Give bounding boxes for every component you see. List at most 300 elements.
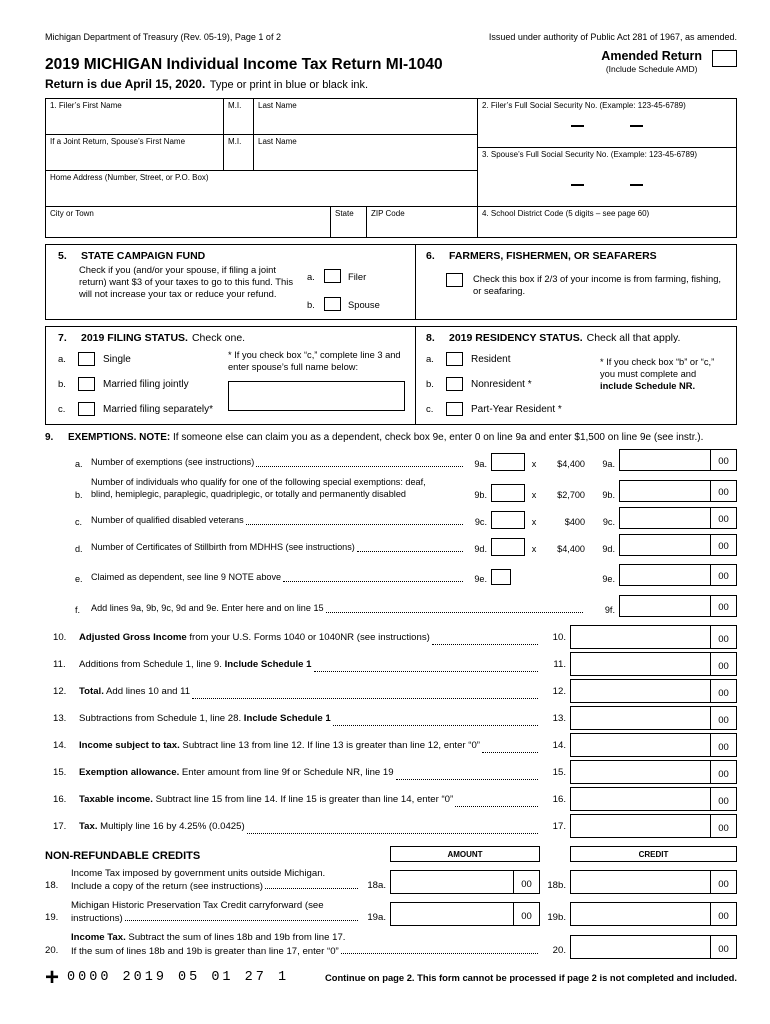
farmers-text: Check this box if 2/3 of your income is from farming, fishing, or seafaring. — [473, 273, 722, 297]
cents-preprinted: 00 — [710, 596, 736, 616]
spouse-last-name-label: Last Name — [258, 137, 297, 146]
filer-mi-label: M.I. — [228, 101, 242, 110]
line-number: 10. — [53, 631, 67, 643]
line-ref: 15. — [552, 766, 566, 778]
filing-single-checkbox[interactable] — [78, 352, 95, 366]
label-line2-row — [71, 912, 360, 925]
exemption-value: $2,700 — [557, 489, 585, 500]
option-letter: b. — [58, 378, 66, 390]
dotted-leader — [326, 612, 583, 613]
amount-input[interactable] — [571, 788, 710, 810]
due-date-text: Return is due April 15, 2020. — [45, 77, 206, 91]
line-number: 13. — [53, 712, 67, 724]
exemption-9a-count-box[interactable] — [491, 453, 525, 471]
section-8-header — [426, 332, 728, 344]
filer-ssn-label: 2. Filer’s Full Social Security No. (Example: 123-45-6789) — [482, 101, 686, 110]
option-letter: c. — [58, 403, 66, 415]
line-label: Adjusted Gross Income from your U.S. Forms 1040 or 1040NR (see instructions) — [79, 631, 430, 643]
amount-input[interactable] — [620, 596, 710, 616]
spouse-mi-label: M.I. — [228, 137, 242, 146]
taxpayer-identity-table — [45, 98, 737, 238]
cents-preprinted: 00 — [710, 788, 736, 810]
line-ref: 13. — [552, 712, 566, 724]
amount-input[interactable] — [571, 653, 710, 675]
exemption-value: $400 — [564, 516, 585, 527]
line-ref: 17. — [552, 820, 566, 832]
section-7-title: 2019 FILING STATUS. — [81, 332, 188, 344]
row-ref: 9a. — [474, 459, 487, 469]
row-letter: b. — [75, 489, 83, 500]
filing-status-section — [46, 327, 416, 424]
row-label-line2: blind, hemiplegic, paraplegic, quadriplegic, or totally and permanently disabled — [91, 489, 406, 500]
dotted-leader — [247, 833, 538, 834]
filer-name-row — [46, 99, 477, 135]
amount-input[interactable] — [571, 761, 710, 783]
cents-preprinted: 00 — [710, 535, 736, 555]
exemption-value: $4,400 — [557, 543, 585, 554]
line-label — [71, 899, 360, 925]
state-label: State — [335, 209, 354, 218]
row-label: Number of qualified disabled veterans — [91, 514, 244, 525]
section-7-header — [58, 332, 405, 344]
line-label: Total. Add lines 10 and 11 — [79, 685, 191, 697]
line-label: Exemption allowance. Enter amount from line 9f or Schedule NR, line 19 — [79, 766, 394, 778]
line-19b-credit-box[interactable] — [570, 902, 737, 926]
spouse-last-name-field[interactable] — [254, 135, 477, 171]
line-number: 12. — [53, 685, 67, 697]
campaign-fund-text: Check if you (and/or your spouse, if filing a joint return) want $3 of your taxes to go to this fund. This will not increase your tax or reduce your refund. — [79, 264, 294, 300]
section-7-body — [58, 344, 405, 416]
line-18-row — [45, 867, 737, 894]
school-district-label: 4. School District Code (5 digits – see page 60) — [482, 209, 650, 218]
line-10-row — [53, 625, 737, 649]
campaign-filer-label: Filer — [348, 270, 367, 282]
multiplier: x — [531, 459, 537, 469]
line-ref: 12. — [552, 685, 566, 697]
residency-note-bold: include Schedule NR. — [600, 381, 696, 392]
option-letter: a. — [307, 270, 315, 282]
spouse-mi-field[interactable] — [224, 135, 254, 171]
exemptions-header-text — [68, 432, 703, 443]
filing-status-options — [58, 352, 228, 416]
line-ref: 18a. — [367, 880, 386, 891]
line-ref: 20. — [552, 944, 566, 956]
status-box — [45, 326, 737, 425]
dotted-leader — [341, 953, 538, 954]
line-20-row — [45, 931, 737, 958]
amount-input[interactable] — [571, 903, 710, 925]
filer-first-name-label: 1. Filer’s First Name — [50, 101, 122, 110]
cents-preprinted: 00 — [710, 936, 736, 958]
line-10-amount-box[interactable] — [570, 625, 737, 649]
option-letter: b. — [426, 378, 434, 390]
line-19a-amount-box[interactable] — [390, 902, 540, 926]
exemption-9c-count-box[interactable] — [491, 511, 525, 529]
amount-input[interactable] — [571, 626, 710, 648]
amount-input[interactable] — [620, 535, 710, 555]
zip-label: ZIP Code — [371, 209, 405, 218]
line-label: Income subject to tax. Subtract line 13 from line 12. If line 13 is greater than line 12, enter “0” — [79, 739, 481, 751]
filer-last-name-field[interactable] — [254, 99, 477, 135]
cents-preprinted: 00 — [710, 815, 736, 837]
line-20-amount-box[interactable] — [570, 935, 737, 959]
state-campaign-fund-section — [46, 245, 416, 319]
department-line: Michigan Department of Treasury (Rev. 05-19), Page 1 of 2 — [45, 32, 281, 42]
section-6-number: 6. — [426, 250, 435, 262]
residency-option-resident — [426, 352, 600, 366]
multiplier: x — [531, 543, 537, 554]
cents-preprinted: 00 — [710, 450, 736, 470]
campaign-spouse-label: Spouse — [348, 298, 380, 310]
section-6-title: FARMERS, FISHERMEN, OR SEAFARERS — [449, 250, 657, 262]
exemption-row-9c — [75, 507, 737, 529]
line-ref: 18b. — [547, 880, 566, 891]
row-label: Claimed as dependent, see line 9 NOTE above — [91, 571, 282, 582]
dotted-leader — [125, 920, 358, 921]
option-letter: c. — [426, 403, 434, 415]
multiplier: x — [531, 489, 537, 500]
school-district-field[interactable] — [478, 207, 736, 237]
exemptions-header — [45, 432, 737, 443]
identity-left-columns — [46, 99, 477, 237]
cents-preprinted: 00 — [710, 481, 736, 501]
line-18a-amount-box[interactable] — [390, 870, 540, 894]
print-instruction-text: Type or print in blue or black ink. — [209, 79, 369, 91]
cents-preprinted: 00 — [710, 761, 736, 783]
cents-preprinted: 00 — [710, 871, 736, 893]
line-13-amount-box[interactable] — [570, 706, 737, 730]
line-number: 16. — [53, 793, 67, 805]
row-label: Number of exemptions (see instructions) — [91, 457, 255, 468]
amount-input[interactable] — [571, 680, 710, 702]
spouse-first-name-field[interactable] — [46, 135, 224, 171]
row-ref2: 9d. — [602, 543, 615, 554]
amount-input[interactable] — [571, 707, 710, 729]
row-ref2: 9b. — [602, 489, 615, 500]
label-line1: Income Tax imposed by government units outside Michigan. — [71, 867, 326, 879]
cents-preprinted: 00 — [710, 734, 736, 756]
row-ref2: 9a. — [602, 459, 615, 469]
filing-status-note-area — [228, 344, 405, 416]
section-8-title: 2019 RESIDENCY STATUS. — [449, 332, 583, 344]
exemption-9a-amount-box[interactable] — [619, 449, 737, 471]
exemption-row-9b — [75, 476, 737, 502]
section-8-body — [426, 344, 728, 416]
due-row — [45, 75, 737, 93]
amount-input[interactable] — [571, 734, 710, 756]
option-letter: a. — [58, 353, 66, 365]
dotted-leader — [482, 752, 538, 753]
row-ref: 9c. — [474, 516, 487, 527]
line-ref: 14. — [552, 739, 566, 751]
row-ref: 9d. — [474, 543, 487, 554]
exemption-row-9a — [75, 449, 737, 471]
exemption-row-9e — [75, 564, 737, 586]
amount-input[interactable] — [391, 903, 513, 925]
spouse-name-row — [46, 135, 477, 171]
line-ref: 11. — [553, 658, 566, 670]
dotted-leader — [333, 725, 538, 726]
ssn-dash — [571, 184, 584, 186]
amount-input[interactable] — [620, 508, 710, 528]
row-ref2: 9f. — [604, 604, 615, 615]
section-6-header — [426, 250, 728, 262]
line-16-row — [53, 787, 737, 811]
identity-right-column — [477, 99, 736, 237]
cents-preprinted: 00 — [710, 707, 736, 729]
line-label: Subtractions from Schedule 1, line 28. Include Schedule 1 — [79, 712, 331, 724]
line-ref: 10. — [552, 631, 566, 643]
filing-married-joint-checkbox[interactable] — [78, 377, 95, 391]
credits-title: NON-REFUNDABLE CREDITS — [45, 849, 201, 862]
section-5-number: 5. — [58, 250, 67, 262]
cents-preprinted: 00 — [710, 508, 736, 528]
amended-return-label: Amended Return — [601, 49, 702, 63]
cents-preprinted: 00 — [710, 565, 736, 585]
form-footer — [45, 963, 737, 991]
form-title: 2019 MICHIGAN Individual Income Tax Return MI-1040 — [45, 56, 443, 73]
line-number: 15. — [53, 766, 67, 778]
cents-preprinted: 00 — [513, 903, 539, 925]
line-ref: 19b. — [547, 912, 566, 924]
residency-nonresident-label: Nonresident * — [471, 378, 532, 390]
line-14-amount-box[interactable] — [570, 733, 737, 757]
filing-married-separate-checkbox[interactable] — [78, 402, 95, 416]
residency-resident-checkbox[interactable] — [446, 352, 463, 366]
row-label-line1: Number of individuals who qualify for one of the following special exemptions: deaf, — [91, 477, 426, 487]
exemption-9e-amount-box[interactable] — [619, 564, 737, 586]
row-ref: 9e. — [474, 573, 487, 584]
home-address-label: Home Address (Number, Street, or P.O. Box) — [50, 173, 209, 182]
residency-options — [426, 352, 600, 416]
ssn-dash — [630, 184, 643, 186]
filer-ssn-field[interactable] — [478, 99, 736, 148]
authority-line: Issued under authority of Public Act 281 of 1967, as amended. — [488, 32, 737, 42]
line-12-amount-box[interactable] — [570, 679, 737, 703]
section-5-header — [58, 250, 405, 262]
line-19-row — [45, 899, 737, 926]
exemption-9d-amount-box[interactable] — [619, 534, 737, 556]
line-number: 17. — [53, 820, 67, 832]
filing-option-married-joint — [58, 377, 228, 391]
cents-preprinted: 00 — [710, 626, 736, 648]
section-7-number: 7. — [58, 332, 67, 344]
amended-return-sublabel: (Include Schedule AMD) — [605, 64, 698, 74]
zip-field[interactable] — [367, 207, 477, 237]
title-row — [45, 49, 737, 74]
scanline-code: 0000 2019 05 01 27 1 — [67, 970, 290, 986]
cents-preprinted: 00 — [710, 680, 736, 702]
label-line2-row — [71, 945, 540, 958]
campaign-filer-option — [307, 269, 380, 283]
line-label: Additions from Schedule 1, line 9. Include Schedule 1 — [79, 658, 312, 670]
residency-part-year-checkbox[interactable] — [446, 402, 463, 416]
amount-input[interactable] — [620, 565, 710, 585]
exemptions-rows — [75, 449, 737, 617]
line-12-row — [53, 679, 737, 703]
filer-first-name-field[interactable] — [46, 99, 224, 135]
state-field[interactable] — [331, 207, 367, 237]
filing-status-note: * If you check box “c,” complete line 3 and enter spouse’s full name below: — [228, 350, 401, 373]
section-8-number: 8. — [426, 332, 435, 344]
section-8-subtitle: Check all that apply. — [586, 332, 681, 344]
amount-input[interactable] — [571, 936, 710, 958]
label-line1: Michigan Historic Preservation Tax Credit carryforward (see — [71, 900, 324, 911]
amended-return-checkbox[interactable] — [712, 50, 737, 67]
line-ref: 19a. — [367, 912, 386, 924]
filing-option-single — [58, 352, 228, 366]
dotted-leader — [256, 466, 463, 467]
line-15-row — [53, 760, 737, 784]
line-number: 18. — [45, 880, 59, 891]
row-ref2: 9c. — [602, 516, 615, 527]
row-label — [91, 476, 465, 501]
amount-input[interactable] — [391, 871, 513, 893]
continue-notice: Continue on page 2. This form cannot be processed if page 2 is not completed and included. — [324, 972, 737, 984]
home-address-field[interactable] — [46, 171, 477, 207]
line-label — [71, 931, 540, 957]
exemptions-title: EXEMPTIONS. NOTE: — [68, 432, 171, 443]
section-6-body — [446, 273, 726, 298]
ssn-dash-group — [482, 125, 732, 127]
dotted-leader — [357, 551, 463, 552]
label-line1: Income Tax. Subtract the sum of lines 18b and 19b from line 17. — [71, 932, 346, 944]
filer-mi-field[interactable] — [224, 99, 254, 135]
amount-input[interactable] — [620, 481, 710, 501]
line-14-row — [53, 733, 737, 757]
line-11-row — [53, 652, 737, 676]
dotted-leader — [283, 581, 463, 582]
label-line2: If the sum of lines 18b and 19b is greater than line 17, enter “0” — [71, 945, 339, 957]
cents-preprinted: 00 — [513, 871, 539, 893]
exemption-row-9d — [75, 534, 737, 556]
dotted-leader — [314, 671, 539, 672]
filer-last-name-label: Last Name — [258, 101, 297, 110]
dotted-leader — [396, 779, 538, 780]
residency-note — [600, 344, 728, 416]
line-label — [71, 867, 360, 893]
exemption-9f-amount-box[interactable] — [619, 595, 737, 617]
option-letter: b. — [307, 298, 315, 310]
amount-input[interactable] — [571, 871, 710, 893]
row-label: Add lines 9a, 9b, 9c, 9d and 9e. Enter here and on line 15 — [91, 602, 324, 613]
row-ref: 9b. — [474, 489, 487, 500]
dotted-leader — [432, 644, 538, 645]
amended-return-labels — [601, 49, 702, 74]
exemption-9c-amount-box[interactable] — [619, 507, 737, 529]
residency-part-year-label: Part-Year Resident * — [471, 403, 562, 415]
dotted-leader — [246, 524, 463, 525]
section-5-title: STATE CAMPAIGN FUND — [81, 250, 206, 262]
campaign-fund-options — [307, 269, 380, 311]
line-13-row — [53, 706, 737, 730]
row-ref2: 9e. — [602, 573, 615, 584]
line-label: Taxable income. Subtract line 15 from line 14. If line 15 is greater than line 14, enter “0” — [79, 793, 454, 805]
dotted-leader — [192, 698, 538, 699]
row-letter: a. — [75, 459, 83, 469]
residency-status-section — [416, 327, 736, 424]
filing-single-label: Single — [103, 353, 131, 365]
exemption-row-9f — [75, 595, 737, 617]
amount-input[interactable] — [620, 450, 710, 470]
line-17-amount-box[interactable] — [570, 814, 737, 838]
exemptions-note: If someone else can claim you as a dependent, check box 9e, enter 0 on line 9a and enter $1,500 on line 9e (see instr.). — [173, 432, 704, 443]
farmers-checkbox[interactable] — [446, 273, 463, 287]
cents-preprinted: 00 — [710, 903, 736, 925]
main-lines — [53, 625, 737, 838]
label-line2: Include a copy of the return (see instructions) — [71, 880, 263, 892]
spouse-ssn-label: 3. Spouse’s Full Social Security No. (Example: 123-45-6789) — [482, 150, 698, 159]
residency-note-text: * If you check box “b” or “c,” you must complete and — [600, 357, 715, 380]
line-ref: 16. — [552, 793, 566, 805]
line-11-amount-box[interactable] — [570, 652, 737, 676]
exemption-value: $4,400 — [557, 459, 585, 469]
ssn-dash — [630, 125, 643, 127]
residency-option-nonresident — [426, 377, 600, 391]
campaign-filer-checkbox[interactable] — [324, 269, 341, 283]
campaign-spouse-checkbox[interactable] — [324, 297, 341, 311]
line-15-amount-box[interactable] — [570, 760, 737, 784]
ssn-dash-group — [482, 184, 732, 186]
line-18b-credit-box[interactable] — [570, 870, 737, 894]
residency-resident-label: Resident — [471, 353, 511, 365]
line-number: 20. — [45, 944, 59, 956]
spouse-full-name-box[interactable] — [228, 381, 405, 411]
amount-column-header: AMOUNT — [390, 846, 540, 862]
farmers-section — [416, 245, 736, 319]
line-label: Tax. Multiply line 16 by 4.25% (0.0425) — [79, 820, 245, 832]
amount-input[interactable] — [571, 815, 710, 837]
section-7-subtitle: Check one. — [191, 332, 246, 344]
campaign-spouse-option — [307, 297, 380, 311]
ssn-dash — [571, 125, 584, 127]
top-meta — [45, 32, 737, 42]
credit-column-header: CREDIT — [570, 846, 737, 862]
exemption-9b-amount-box[interactable] — [619, 480, 737, 502]
city-field[interactable] — [46, 207, 331, 237]
registration-plus-mark: + — [45, 963, 60, 991]
exemption-9d-count-box[interactable] — [491, 538, 525, 556]
filing-married-joint-label: Married filing jointly — [103, 378, 189, 390]
dotted-leader — [265, 888, 358, 889]
row-letter: c. — [75, 516, 83, 527]
exemption-9b-count-box[interactable] — [491, 484, 525, 502]
line-17-row — [53, 814, 737, 838]
residency-nonresident-checkbox[interactable] — [446, 377, 463, 391]
city-state-zip-row — [46, 207, 477, 237]
amended-return-block — [601, 49, 737, 74]
credits-header-row — [45, 846, 737, 862]
line-16-amount-box[interactable] — [570, 787, 737, 811]
spouse-first-name-label: If a Joint Return, Spouse’s First Name — [50, 137, 186, 146]
campaign-farmers-box — [45, 244, 737, 320]
row-label: Number of Certificates of Stillbirth from MDHHS (see instructions) — [91, 541, 355, 552]
filing-option-married-separate — [58, 402, 228, 416]
row-letter: e. — [75, 573, 83, 584]
section-9-number: 9. — [45, 432, 54, 443]
row-letter: d. — [75, 543, 83, 554]
label-line2-row — [71, 880, 360, 893]
dependent-claimed-checkbox[interactable] — [491, 569, 511, 585]
residency-option-part-year — [426, 402, 600, 416]
option-letter: a. — [426, 353, 434, 365]
dotted-leader — [455, 806, 538, 807]
spouse-ssn-field[interactable] — [478, 148, 736, 207]
home-address-row — [46, 171, 477, 207]
line-number: 14. — [53, 739, 67, 751]
line-number: 19. — [45, 912, 59, 924]
cents-preprinted: 00 — [710, 653, 736, 675]
